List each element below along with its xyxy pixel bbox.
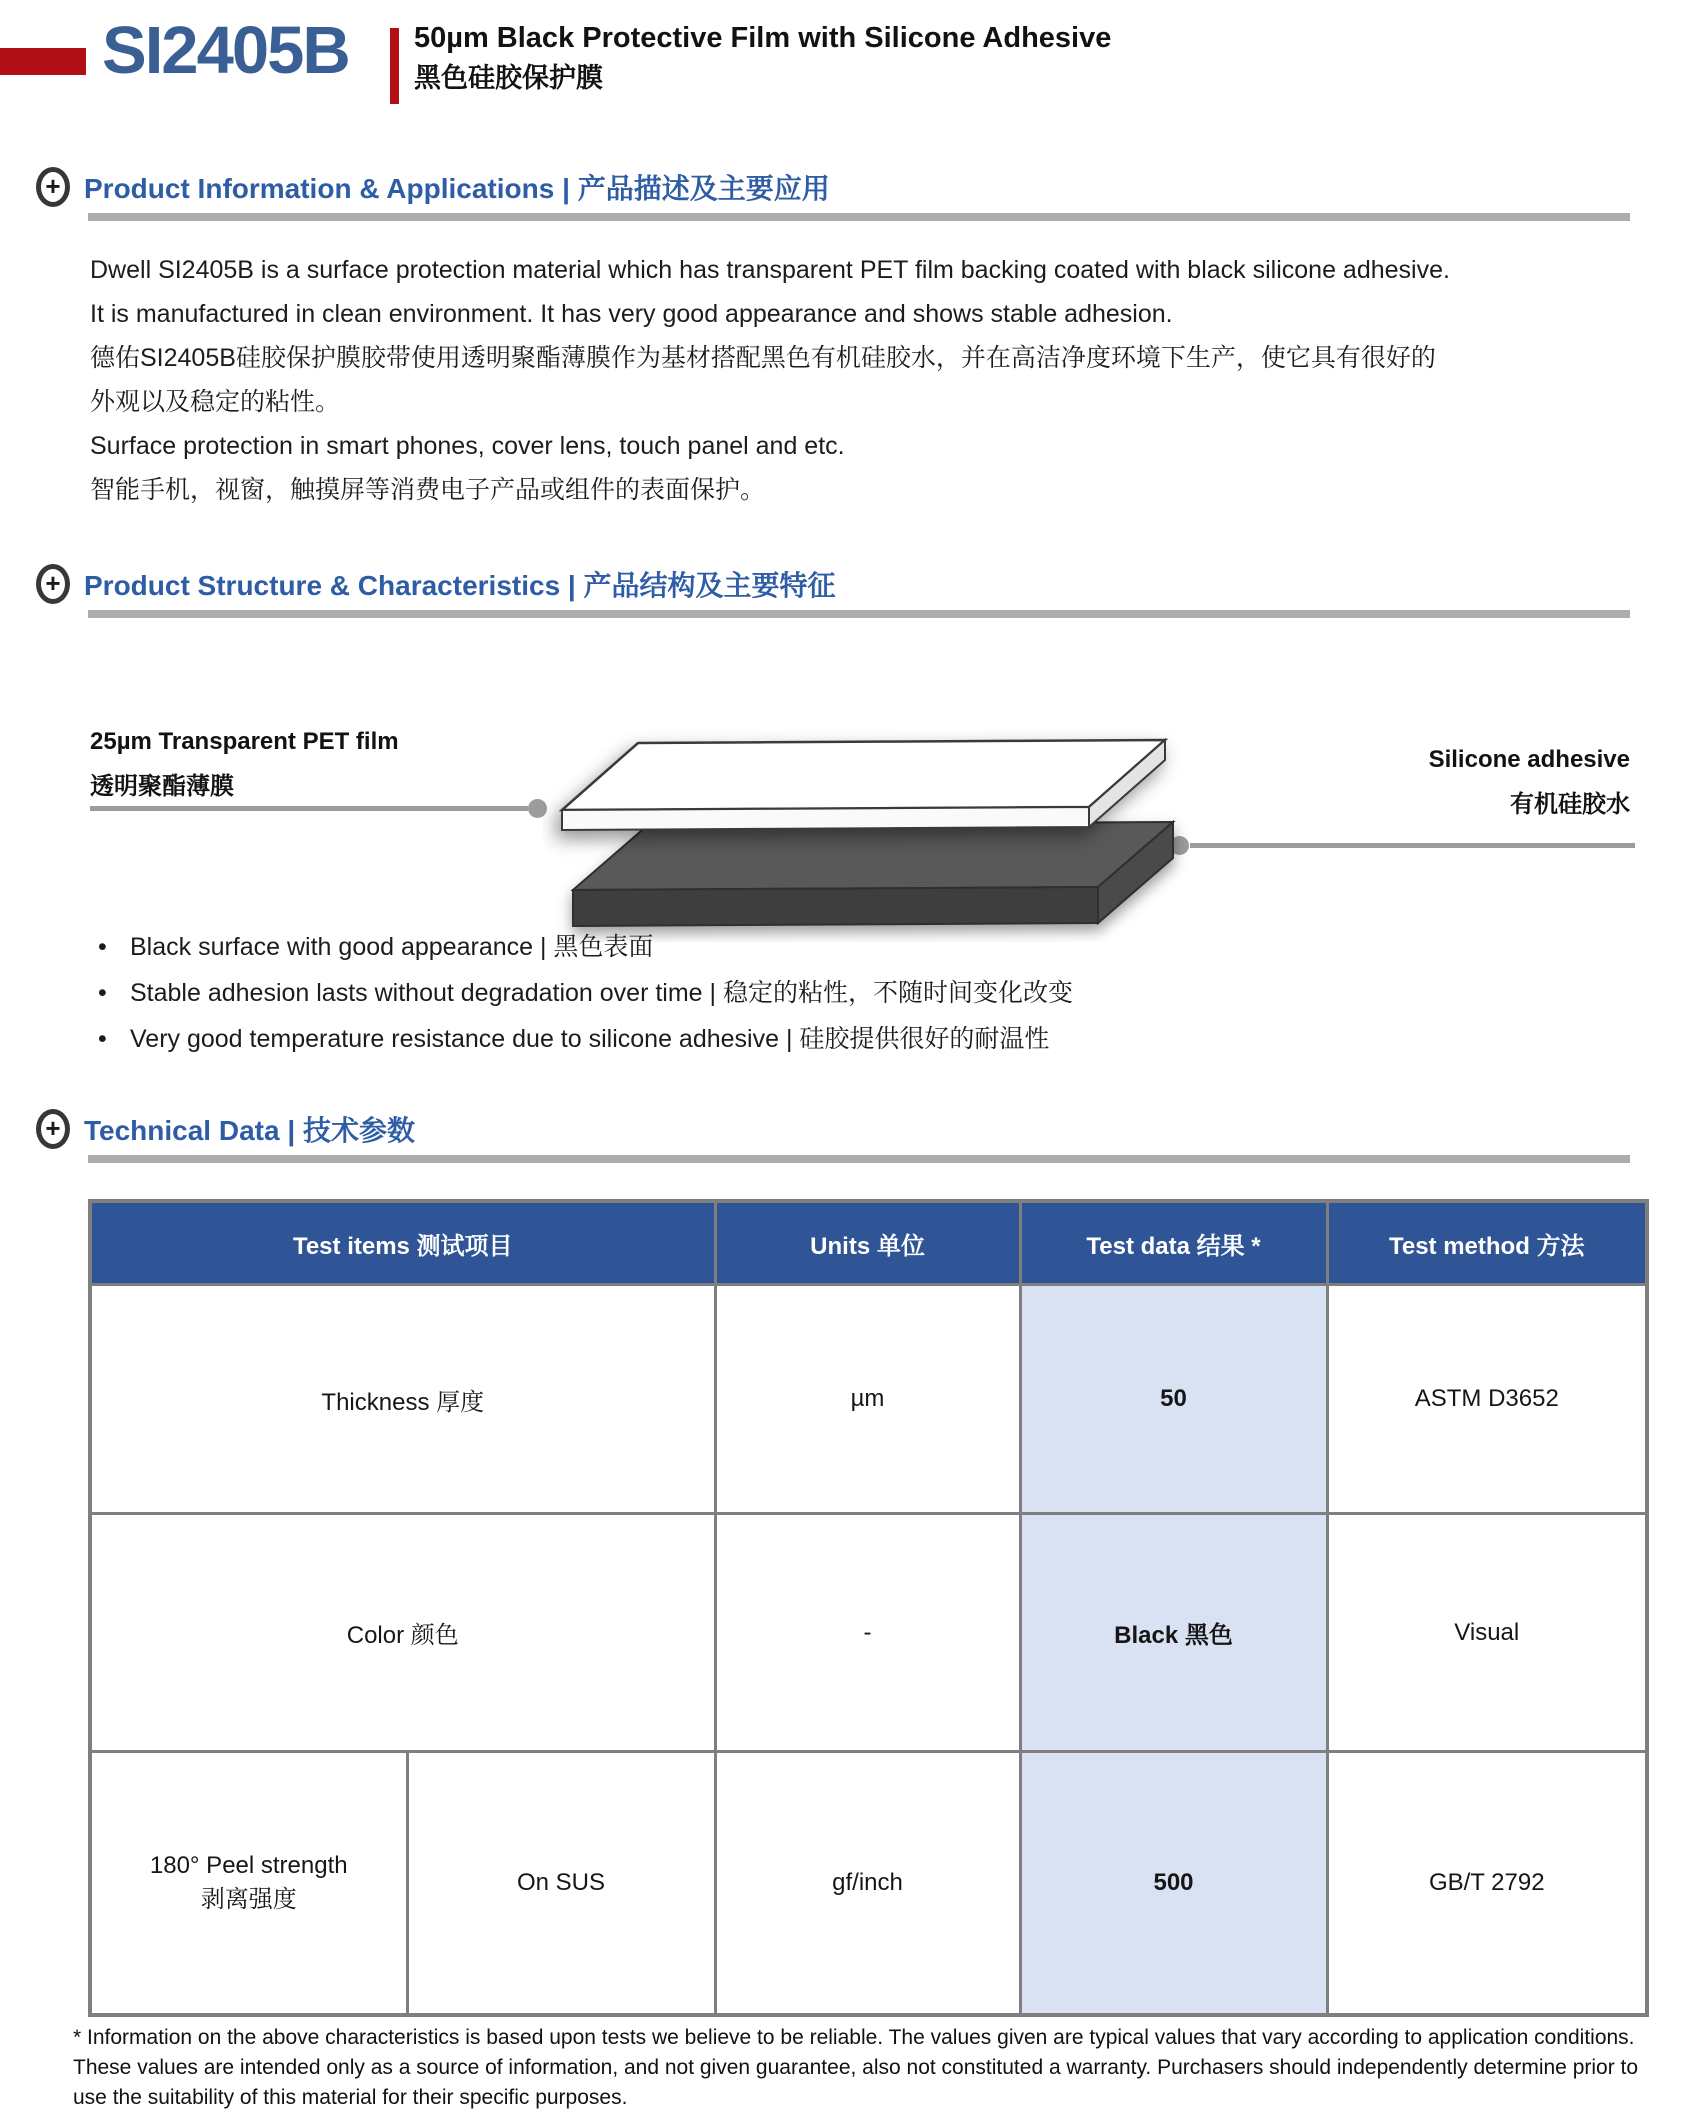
product-code: SI2405B: [102, 13, 349, 88]
red-dash-decoration: [0, 48, 86, 75]
section-technical-heading: [36, 1106, 1630, 1163]
characteristic-item: • Stable adhesion lasts without degradation over time | 稳定的粘性，不随时间变化改变: [98, 970, 1073, 1016]
cell-test-data: Black 黑色: [1020, 1514, 1327, 1752]
right-connector-line: [1190, 843, 1635, 848]
silicone-adhesive-label-en: Silicone adhesive: [1428, 746, 1630, 773]
characteristic-item: • Very good temperature resistance due to silicone adhesive | 硅胶提供很好的耐温性: [98, 1016, 1073, 1062]
col-header-test-data: Test data 结果 *: [1020, 1201, 1327, 1285]
cell-item-en: 180° Peel strength: [149, 1852, 348, 1879]
doc-header: [0, 0, 1705, 130]
cell-units: µm: [715, 1285, 1020, 1514]
technical-data-table: [88, 1199, 1649, 2017]
section-technical-title: Technical Data | 技术参数: [84, 1115, 415, 1146]
characteristics-list: [98, 924, 1073, 1062]
section-info-heading: [36, 164, 1630, 221]
pet-film-layer-shape: [562, 740, 1165, 830]
header-titles: [414, 20, 1111, 96]
characteristic-item: • Black surface with good appearance | 黑色表面: [98, 924, 1073, 970]
col-header-test-method: Test method 方法: [1327, 1201, 1647, 1285]
cell-method: Visual: [1327, 1514, 1647, 1752]
info-line: It is manufactured in clean environment. It has very good appearance and shows stable adhesion.: [90, 300, 1173, 328]
cell-method: ASTM D3652: [1327, 1285, 1647, 1514]
section-underline: [88, 213, 1630, 221]
cell-item: Thickness 厚度: [90, 1285, 715, 1514]
cell-test-data: 50: [1020, 1285, 1327, 1514]
info-line: 智能手机，视窗，触摸屏等消费电子产品或组件的表面保护。: [90, 476, 766, 504]
cell-item-zh: 剥离强度: [200, 1886, 297, 1913]
info-line: Surface protection in smart phones, cover lens, touch panel and etc.: [90, 432, 845, 460]
product-title-zh: 黑色硅胶保护膜: [414, 63, 603, 93]
silicone-adhesive-label-zh: 有机硅胶水: [1510, 791, 1630, 818]
cell-units: -: [715, 1514, 1020, 1752]
pet-film-label: [90, 719, 399, 809]
table-row-color: [90, 1514, 1647, 1752]
info-line: 德佑SI2405B硅胶保护膜胶带使用透明聚酯薄膜作为基材搭配黑色有机硅胶水，并在高洁净度环境下生产，使它具有很好的: [90, 344, 1436, 372]
product-title-en: 50µm Black Protective Film with Silicone Adhesive: [414, 22, 1112, 54]
section-underline: [88, 610, 1630, 618]
col-header-units: Units 单位: [715, 1201, 1020, 1285]
cell-test-data: 500: [1020, 1752, 1327, 2016]
table-header-row: [90, 1201, 1647, 1285]
cell-method: GB/T 2792: [1327, 1752, 1647, 2016]
section-info-title: Product Information & Applications | 产品描述及主要应用: [84, 173, 830, 204]
pet-film-label-zh: 透明聚酯薄膜: [90, 773, 234, 800]
table-row-peel-strength: [90, 1752, 1647, 2016]
silicone-adhesive-label: [1429, 737, 1630, 827]
cell-units: gf/inch: [715, 1752, 1020, 2016]
cell-item: [90, 1752, 407, 2016]
col-header-test-items: Test items 测试项目: [90, 1201, 715, 1285]
red-divider-bar: [390, 28, 399, 104]
section-structure-title: Product Structure & Characteristics | 产品结构及主要特征: [84, 570, 836, 601]
cell-condition: On SUS: [407, 1752, 715, 2016]
section-underline: [88, 1155, 1630, 1163]
info-line: Dwell SI2405B is a surface protection material which has transparent PET film backing coated with black silicone adhesive.: [90, 256, 1450, 284]
cell-item: Color 颜色: [90, 1514, 715, 1752]
table-footnote: * Information on the above characteristics is based upon tests we believe to be reliable. The values given are typical values that vary according to application conditions. These values are intended only as a source of information, and not given guarantee, also not constituted a warranty. Purchasers should independently determine prior to use the suitability of this material for their specific purposes.: [73, 2026, 1639, 2109]
plus-circle-icon: [36, 1109, 70, 1149]
plus-circle-icon: [36, 564, 70, 604]
plus-circle-icon: [36, 167, 70, 207]
adhesive-layer-shape: [573, 822, 1173, 926]
info-line: 外观以及稳定的粘性。: [90, 388, 341, 416]
section-structure-heading: [36, 561, 1630, 618]
film-structure-diagram: [0, 695, 1705, 947]
film-layers-illustration: [543, 697, 1193, 942]
product-info-text: [90, 248, 1650, 512]
table-row-thickness: [90, 1285, 1647, 1514]
left-connector-line: [90, 806, 528, 811]
pet-film-label-en: 25µm Transparent PET film: [90, 728, 399, 755]
